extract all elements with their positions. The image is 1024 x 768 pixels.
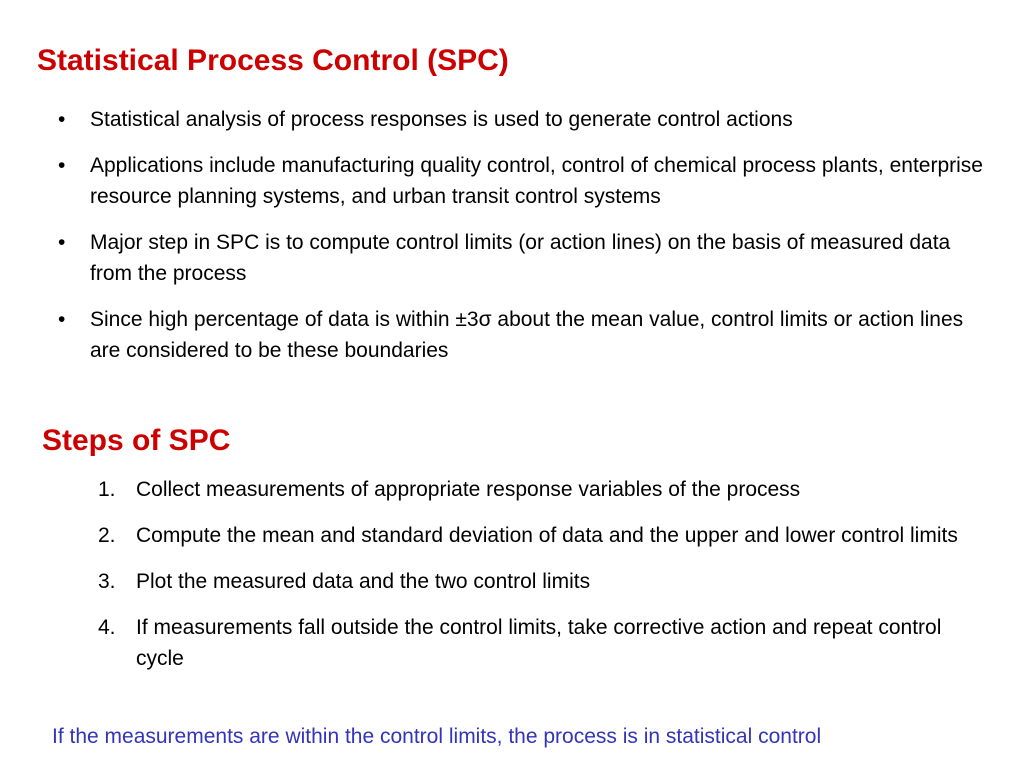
bullet-text: Statistical analysis of process responses is used to generate control actions xyxy=(90,108,793,131)
step-item xyxy=(98,474,978,505)
step-number: 2. xyxy=(98,524,116,547)
step-item xyxy=(98,566,978,597)
step-text: If measurements fall outside the control limits, take corrective action and repeat control cycle xyxy=(136,616,942,670)
step-text: Compute the mean and standard deviation of data and the upper and lower control limits xyxy=(136,524,958,547)
bullet-item xyxy=(58,227,988,289)
bullet-item xyxy=(58,150,988,212)
bullet-text: Since high percentage of data is within ±3σ about the mean value, control limits or action lines are considered to be these boundaries xyxy=(90,308,964,362)
step-number: 1. xyxy=(98,478,116,501)
step-item xyxy=(98,520,978,551)
bullet-list xyxy=(58,104,988,381)
bullet-item xyxy=(58,104,988,135)
slide-title: Statistical Process Control (SPC) xyxy=(37,44,509,77)
bullet-marker: • xyxy=(58,231,66,254)
step-text: Collect measurements of appropriate response variables of the process xyxy=(136,478,801,501)
bullet-text: Applications include manufacturing quality control, control of chemical process plants, enterprise resource planning systems, and urban transit control systems xyxy=(90,154,983,208)
step-text: Plot the measured data and the two control limits xyxy=(136,570,591,593)
bullet-item xyxy=(58,304,988,366)
steps-list xyxy=(98,474,978,689)
bullet-marker: • xyxy=(58,154,66,177)
step-item xyxy=(98,612,978,674)
step-number: 3. xyxy=(98,570,116,593)
step-number: 4. xyxy=(98,616,116,639)
bullet-text: Major step in SPC is to compute control limits (or action lines) on the basis of measured data from the process xyxy=(90,231,951,285)
bullet-marker: • xyxy=(58,108,66,131)
steps-heading: Steps of SPC xyxy=(42,424,231,457)
footer-note: If the measurements are within the control limits, the process is in statistical control xyxy=(52,725,822,748)
bullet-marker: • xyxy=(58,308,66,331)
